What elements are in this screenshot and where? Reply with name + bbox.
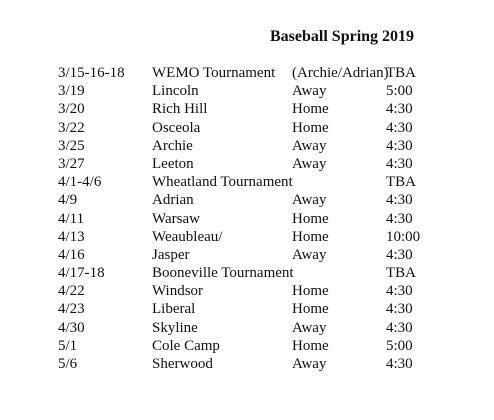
game-site: Home	[292, 210, 329, 227]
game-site: Away	[292, 83, 327, 100]
schedule-row	[58, 337, 478, 355]
game-date: 4/1-4/6	[58, 174, 102, 191]
schedule-row	[58, 173, 478, 191]
game-opponent: Booneville Tournament	[152, 265, 294, 282]
schedule-row	[58, 119, 478, 137]
game-time: 4:30	[386, 356, 413, 372]
game-opponent: Leeton	[152, 155, 194, 172]
game-opponent: Archie	[152, 137, 193, 154]
game-date: 5/6	[58, 356, 78, 372]
game-date: 5/1	[58, 337, 78, 354]
schedule-row	[58, 64, 478, 82]
game-site: Away	[292, 319, 327, 336]
game-date: 4/9	[58, 192, 78, 209]
game-date: 3/20	[58, 101, 85, 118]
game-opponent: Osceola	[152, 119, 201, 136]
game-opponent: Warsaw	[152, 210, 200, 227]
schedule-row	[58, 228, 478, 246]
game-time: 4:30	[386, 137, 413, 154]
game-site: Away	[292, 155, 327, 172]
game-time: 4:30	[386, 119, 413, 136]
game-site: Away	[292, 246, 327, 263]
game-site: Home	[292, 283, 329, 300]
game-site: Away	[292, 137, 327, 154]
game-time: 4:30	[386, 155, 413, 172]
game-site: Home	[292, 301, 329, 318]
game-date: 4/22	[58, 283, 85, 300]
game-opponent: Liberal	[152, 301, 196, 318]
game-date: 3/15-16-18	[58, 65, 125, 81]
schedule-row	[58, 210, 478, 228]
game-time: 5:00	[386, 83, 413, 100]
game-opponent: WEMO Tournament	[152, 65, 276, 81]
game-date: 4/17-18	[58, 265, 105, 282]
game-time: 4:30	[386, 210, 413, 227]
game-opponent: Wheatland Tournament	[152, 174, 293, 191]
game-date: 4/16	[58, 246, 85, 263]
game-date: 4/13	[58, 228, 85, 245]
game-site: Home	[292, 337, 329, 354]
game-time: 5:00	[386, 337, 413, 354]
game-time: 4:30	[386, 319, 413, 336]
game-opponent: Lincoln	[152, 83, 199, 100]
game-date: 4/23	[58, 301, 85, 318]
game-time: 10:00	[386, 228, 421, 245]
game-date: 3/19	[58, 83, 85, 100]
schedule-list	[58, 64, 478, 373]
schedule-row	[58, 100, 478, 118]
game-opponent: Weaubleau/	[152, 228, 223, 245]
game-time: TBA	[386, 65, 416, 81]
schedule-row	[58, 191, 478, 209]
game-site: (Archie/Adrian)	[292, 65, 389, 81]
schedule-row	[58, 282, 478, 300]
game-opponent: Skyline	[152, 319, 198, 336]
page-title: Baseball Spring 2019	[270, 28, 415, 45]
game-opponent: Adrian	[152, 192, 194, 209]
game-date: 3/22	[58, 119, 85, 136]
game-opponent: Sherwood	[152, 356, 213, 372]
game-site: Home	[292, 119, 329, 136]
game-date: 4/30	[58, 319, 85, 336]
schedule-row	[58, 264, 478, 282]
game-site: Away	[292, 356, 327, 372]
schedule-row	[58, 246, 478, 264]
game-time: TBA	[386, 174, 416, 191]
game-opponent: Rich Hill	[152, 101, 208, 118]
schedule-row	[58, 137, 478, 155]
schedule-row	[58, 355, 478, 373]
game-time: 4:30	[386, 192, 413, 209]
game-date: 3/25	[58, 137, 85, 154]
game-time: TBA	[386, 265, 416, 282]
game-time: 4:30	[386, 101, 413, 118]
game-opponent: Jasper	[152, 246, 190, 263]
game-date: 4/11	[58, 210, 85, 227]
game-site: Away	[292, 192, 327, 209]
schedule-row	[58, 319, 478, 337]
schedule-row	[58, 155, 478, 173]
game-opponent: Windsor	[152, 283, 204, 300]
schedule-row	[58, 300, 478, 318]
schedule-row	[58, 82, 478, 100]
game-opponent: Cole Camp	[152, 337, 220, 354]
game-time: 4:30	[386, 283, 413, 300]
game-time: 4:30	[386, 246, 413, 263]
game-date: 3/27	[58, 155, 85, 172]
game-site: Home	[292, 101, 329, 118]
game-site: Home	[292, 228, 329, 245]
game-time: 4:30	[386, 301, 413, 318]
